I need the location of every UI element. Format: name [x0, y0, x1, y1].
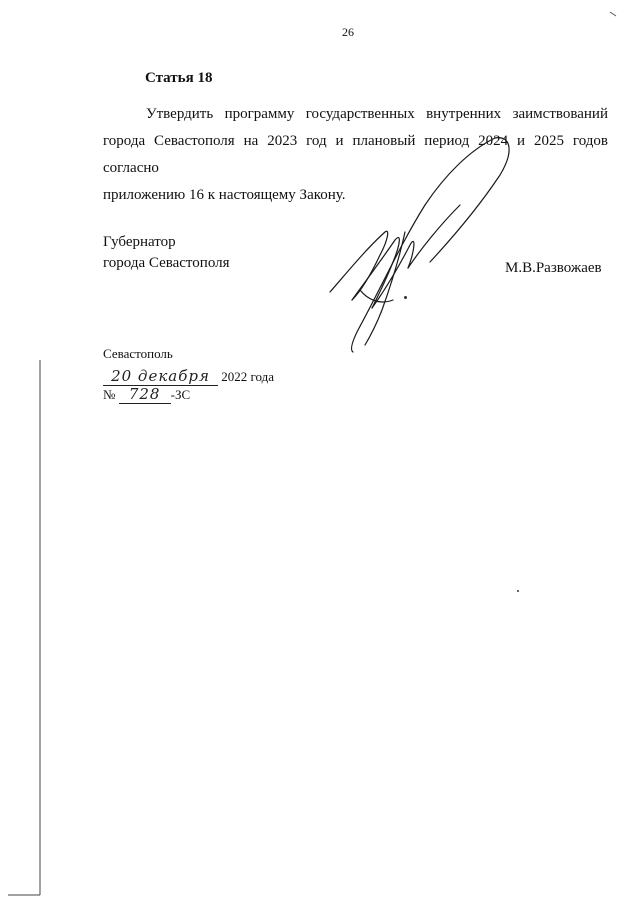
number-suffix: -ЗС [170, 387, 191, 402]
page-number: 26 [342, 25, 354, 39]
article-heading: Статья 18 [145, 70, 213, 86]
governor-title-line1: Губернатор [103, 234, 176, 250]
body-line-1: Утвердить программу государственных внутренних заимствований [146, 106, 608, 122]
number-prefix: № [103, 387, 116, 402]
governor-title-line2: города Севастополя [103, 255, 230, 271]
issuance-year: 2022 года [221, 369, 275, 384]
issuance-place: Севастополь [103, 346, 173, 361]
handwritten-number: 728 [119, 385, 171, 404]
body-line-3: приложению 16 к настоящему Закону. [103, 187, 346, 203]
governor-name: М.В.Развожаев [505, 260, 602, 276]
body-line-2: города Севастополя на 2023 год и плановый период 2024 и 2025 годов согласно [103, 133, 608, 176]
handwritten-date: 20 декабря [103, 367, 218, 386]
